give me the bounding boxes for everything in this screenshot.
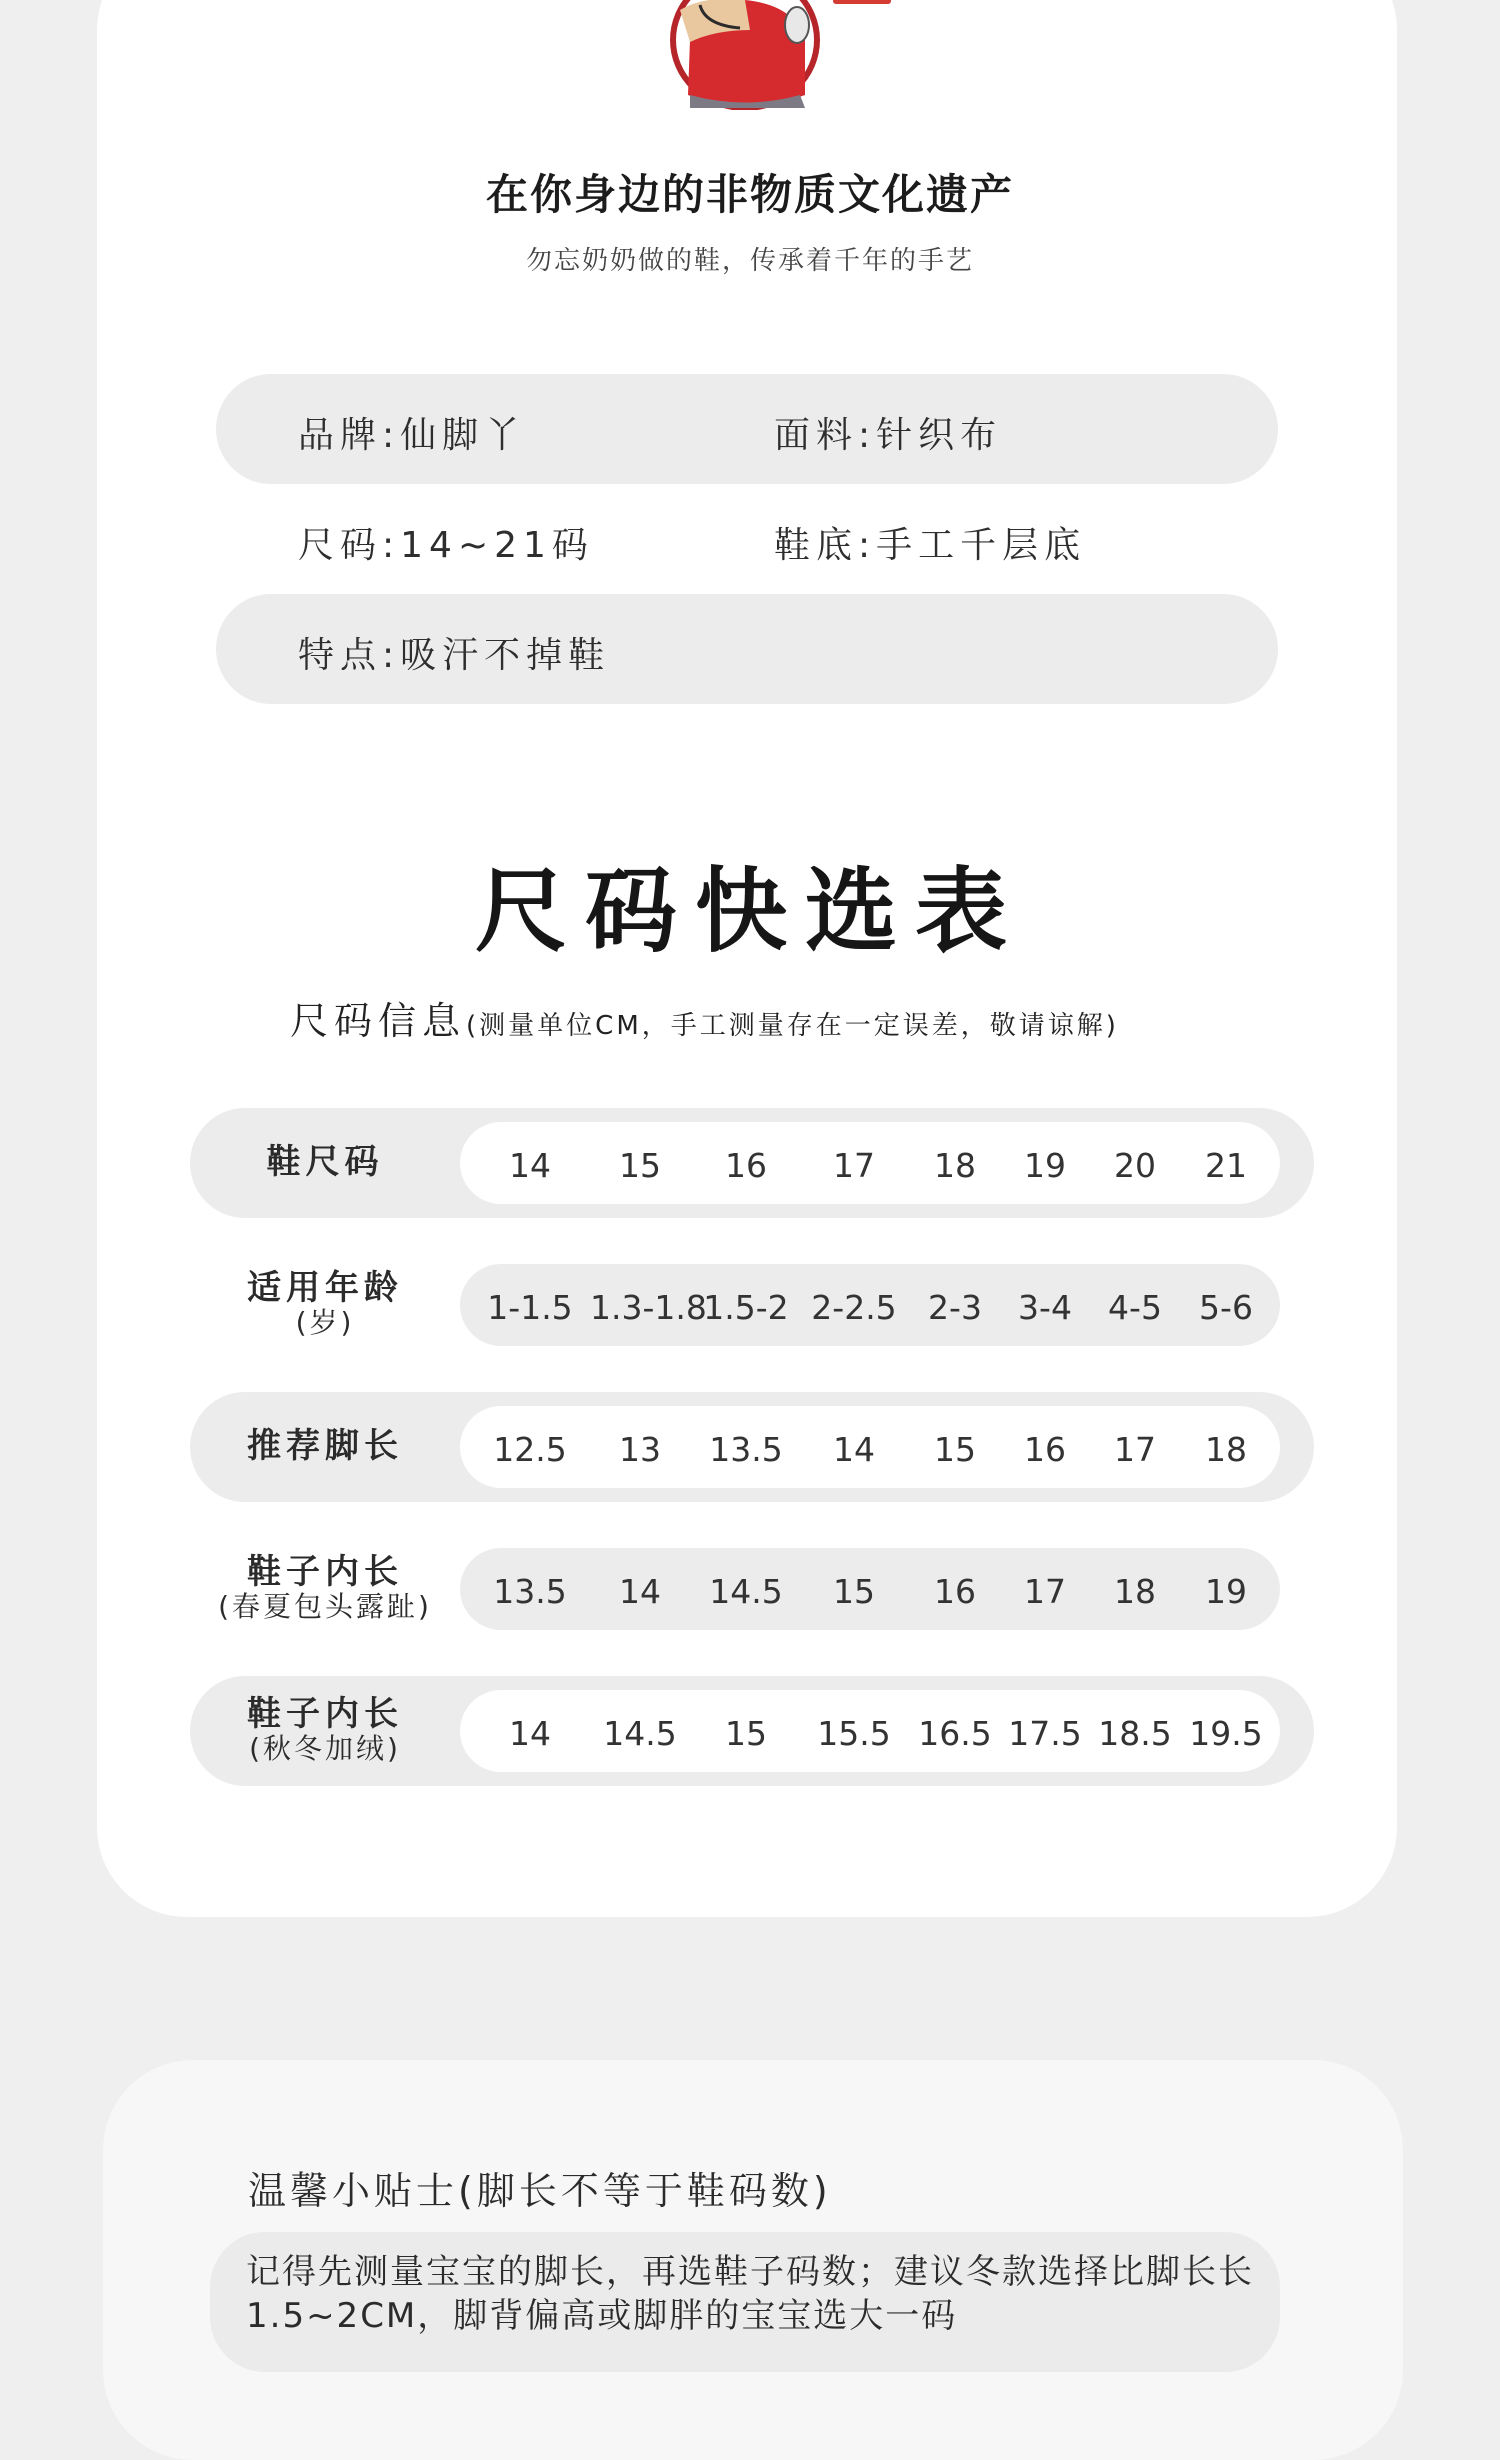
size-table-cell: 14 [509, 1146, 551, 1185]
size-table-cell: 5-6 [1199, 1288, 1253, 1327]
size-table-cell: 18 [1205, 1430, 1247, 1469]
brand-title: 在你身边的非物质文化遗产 [485, 170, 1014, 219]
size-table-cell: 1.3-1.8 [590, 1288, 707, 1327]
size-table-cell: 17 [1024, 1572, 1066, 1611]
size-table-cell: 19 [1205, 1572, 1247, 1611]
size-table-cell: 19 [1024, 1146, 1066, 1185]
size-table-cell: 15 [934, 1430, 976, 1469]
inner-length-summer-row-label [190, 1552, 460, 1622]
age-row-label-sub: (岁) [295, 1306, 355, 1339]
size-table-cell: 18 [934, 1146, 976, 1185]
size-table-cell: 1.5-2 [703, 1288, 789, 1327]
inner-length-summer-label-main: 鞋子内长 [247, 1552, 403, 1592]
size-table-cell: 17 [1114, 1430, 1156, 1469]
size-table-cell: 16 [934, 1572, 976, 1611]
size-table-cell: 14 [833, 1430, 875, 1469]
size-table-cell: 16 [725, 1146, 767, 1185]
size-table-cell: 17.5 [1008, 1714, 1082, 1753]
size-table-cell: 18.5 [1098, 1714, 1172, 1753]
spec-fabric: 面料:针织布 [774, 415, 1003, 456]
size-table-cell: 2-3 [928, 1288, 982, 1327]
spec-sole: 鞋底:手工千层底 [774, 525, 1087, 566]
inner-length-summer-label-sub: (春夏包头露趾) [218, 1590, 432, 1623]
tips-text: 记得先测量宝宝的脚长，再选鞋子码数；建议冬款选择比脚长长1.5~2CM，脚背偏高或脚胖的宝宝选大一码 [246, 2252, 1254, 2336]
brand-subtitle: 勿忘奶奶做的鞋，传承着千年的手艺 [525, 246, 974, 276]
size-table-cell: 15 [619, 1146, 661, 1185]
size-table-cell: 15 [833, 1572, 875, 1611]
size-table-cell: 1-1.5 [487, 1288, 573, 1327]
size-table-cell: 19.5 [1189, 1714, 1263, 1753]
size-info-label: 尺码信息 [290, 999, 467, 1043]
spec-feature: 特点:吸汗不掉鞋 [298, 635, 611, 676]
age-row-label-main: 适用年龄 [247, 1268, 403, 1308]
spec-size: 尺码:14~21码 [298, 525, 594, 566]
inner-length-winter-label-main: 鞋子内长 [247, 1694, 403, 1734]
mascot-logo [0, 0, 1500, 110]
inner-length-winter-row-label [190, 1694, 460, 1764]
size-table-cell: 12.5 [493, 1430, 567, 1469]
size-table-cell: 18 [1114, 1572, 1156, 1611]
size-table-cell: 14.5 [603, 1714, 677, 1753]
size-table-cell: 14 [619, 1572, 661, 1611]
size-table-cell: 13.5 [709, 1430, 783, 1469]
size-table-cell: 16 [1024, 1430, 1066, 1469]
size-table-cell: 13.5 [493, 1572, 567, 1611]
size-info [290, 990, 1119, 1045]
size-chart-title: 尺码快选表 [474, 858, 1025, 965]
size-table-cell: 15 [725, 1714, 767, 1753]
size-table-cell: 14 [509, 1714, 551, 1753]
spec-brand: 品牌:仙脚丫 [298, 415, 527, 456]
size-row-label-main: 鞋尺码 [266, 1142, 384, 1182]
tips-title: 温馨小贴士(脚长不等于鞋码数) [248, 2169, 832, 2213]
size-table-cell: 20 [1114, 1146, 1156, 1185]
size-info-note: (测量单位CM，手工测量存在一定误差，敬请谅解) [466, 1011, 1119, 1041]
size-table-cell: 13 [619, 1430, 661, 1469]
inner-length-winter-label-sub: (秋冬加绒) [249, 1732, 401, 1765]
size-table-cell: 15.5 [817, 1714, 891, 1753]
size-table-cell: 21 [1205, 1146, 1247, 1185]
size-table-cell: 3-4 [1018, 1288, 1072, 1327]
size-table-cell: 16.5 [918, 1714, 992, 1753]
age-row-label [190, 1268, 460, 1338]
size-table-cell: 17 [833, 1146, 875, 1185]
size-table-cell: 14.5 [709, 1572, 783, 1611]
foot-length-row-label-main: 推荐脚长 [247, 1426, 403, 1466]
size-table-cell: 2-2.5 [811, 1288, 897, 1327]
foot-length-row-label [190, 1426, 460, 1466]
size-row-label [190, 1142, 460, 1182]
size-table-cell: 4-5 [1108, 1288, 1162, 1327]
